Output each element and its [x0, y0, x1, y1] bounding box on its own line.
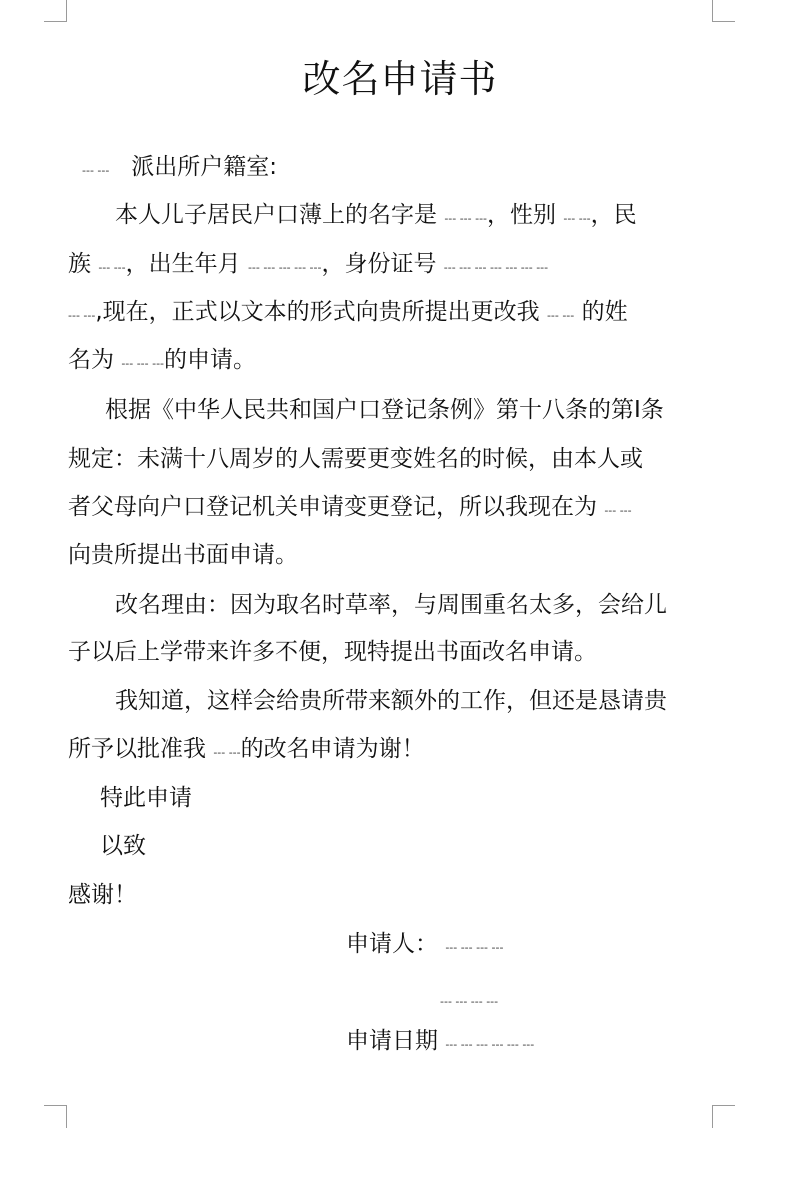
text: ，身份证号	[321, 251, 437, 277]
paragraph-1-line-2	[68, 249, 548, 283]
salutation-blank: --- ---	[82, 164, 110, 177]
paragraph-4-line-1: 我知道，这样会给贵所带来额外的工作，但还是恳请贵	[115, 688, 667, 714]
paragraph-3-line-1: 改名理由：因为取名时草率，与周围重名太多，会给儿	[115, 592, 667, 618]
text: ，出生年月	[125, 251, 241, 277]
crop-mark-top-left	[44, 0, 67, 22]
paragraph-4-line-2	[68, 734, 425, 768]
crop-mark-bottom-left	[44, 1105, 67, 1128]
name-blank: --- ---	[604, 504, 632, 517]
crop-mark-top-right	[712, 0, 735, 22]
name-blank: --- ---	[213, 746, 241, 759]
name-blank: --- ---	[546, 309, 575, 322]
gender-blank: --- ---	[563, 212, 591, 225]
salutation-line	[82, 152, 277, 186]
text: ，民	[590, 202, 637, 228]
text: ，性别	[487, 202, 557, 228]
paragraph-1-line-4	[68, 345, 256, 379]
text: 的改名申请为谢！	[240, 736, 425, 762]
applicant-line	[346, 929, 503, 963]
text: 名为	[68, 347, 114, 373]
birthdate-blank: --- --- --- --- ---	[247, 261, 322, 274]
text: 族	[68, 251, 91, 277]
text: 本人儿子居民户口薄上的名字是	[115, 202, 437, 228]
applicant-label: 申请人：	[346, 931, 438, 957]
text: 的姓	[581, 299, 628, 325]
extra-blank-line	[440, 983, 498, 1017]
id-number-blank-cont: --- ---	[68, 309, 96, 322]
paragraph-2-line-4: 向贵所提出书面申请。	[68, 542, 298, 568]
id-number-blank: --- --- --- --- --- --- ---	[443, 261, 549, 274]
date-blank: --- --- --- --- --- ---	[445, 1038, 535, 1051]
date-line	[346, 1026, 534, 1060]
date-label: 申请日期	[346, 1028, 438, 1054]
text: 所予以批准我	[68, 736, 206, 762]
paragraph-3-line-2: 子以后上学带来许多不便，现特提出书面改名申请。	[68, 639, 597, 665]
closing-respectfully: 以致	[100, 833, 146, 859]
document-title: 改名申请书	[302, 57, 498, 101]
paragraph-2-line-2: 规定：未满十八周岁的人需要更变姓名的时候，由本人或	[68, 446, 643, 472]
closing-special-request: 特此申请	[100, 785, 192, 811]
name-blank: --- --- ---	[444, 212, 488, 225]
new-name-blank: --- --- ---	[121, 357, 165, 370]
extra-blank: --- --- --- ---	[440, 995, 499, 1008]
text: 的申请。	[164, 347, 257, 373]
paragraph-2-line-3	[68, 492, 632, 526]
paragraph-2-line-1: 根据《中华人民共和国户口登记条例》第十八条的第I条	[105, 397, 664, 423]
ethnicity-blank: --- ---	[98, 261, 126, 274]
salutation-text: 派出所户籍室:	[131, 154, 277, 180]
paragraph-1-line-1	[115, 200, 637, 234]
text: ,现在，正式以文本的形式向贵所提出更改我	[95, 299, 540, 325]
applicant-blank: --- --- --- ---	[445, 941, 504, 954]
paragraph-1-line-3	[68, 297, 628, 331]
text: 者父母向户口登记机关申请变更登记，所以我现在为	[68, 494, 597, 520]
crop-mark-bottom-right	[712, 1105, 735, 1128]
closing-thanks: 感谢！	[68, 882, 137, 908]
